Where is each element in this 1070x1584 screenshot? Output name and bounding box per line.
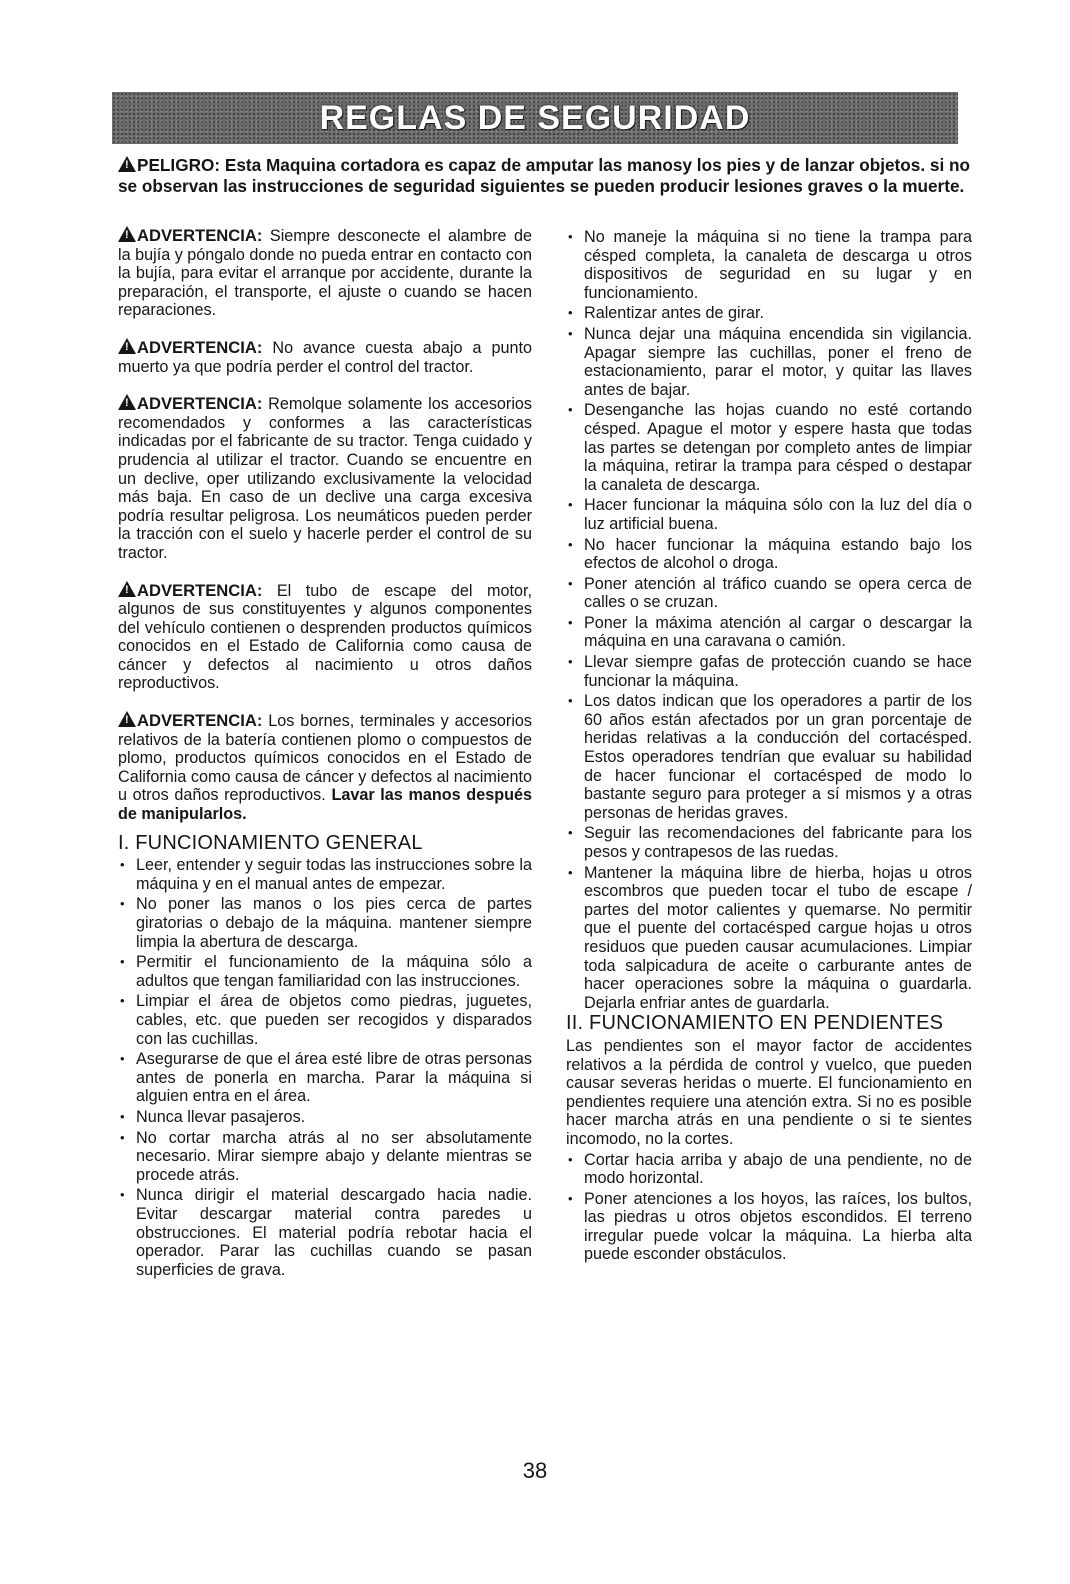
list-item: • Poner la máxima atención al cargar o descargar la máquina en una caravana o camión.	[566, 614, 972, 651]
warning-block	[118, 711, 532, 824]
danger-label: PELIGRO:	[137, 155, 221, 175]
warning-block	[118, 338, 532, 376]
left-column	[118, 226, 532, 1281]
warning-label: ADVERTENCIA:	[137, 711, 263, 731]
section-heading-general: I. FUNCIONAMIENTO GENERAL	[118, 831, 423, 854]
warning-bold-note: Lavar las manos después de manipularlos.	[118, 786, 532, 824]
list-item: • No maneje la máquina si no tiene la trampa para césped completa, la canaleta de descarga u otros dispositivos de seguridad en su lugar y en funcionamiento.	[566, 228, 972, 302]
warning-text: Siempre desconecte el alambre de la bujía y póngalo donde no pueda entrar en contacto con la bujía, para evitar el arranque por accidente, durante la preparación, el transporte, el ajuste o cuando se hacen reparaciones.	[118, 227, 533, 320]
list-item: • Poner atenciones a los hoyos, las raíces, los bultos, las piedras u otros objetos escondidos. El terreno irregular puede volcar la máquina. La hierba alta puede esconder obstáculos.	[566, 1190, 972, 1264]
general-rules-list-continued	[566, 228, 972, 1012]
warning-label: ADVERTENCIA:	[137, 226, 263, 245]
warning-label: ADVERTENCIA:	[137, 394, 263, 414]
list-item: • No hacer funcionar la máquina estando bajo los efectos de alcohol o droga.	[566, 536, 972, 573]
list-item: • No cortar marcha atrás al no ser absolutamente necesario. Mirar siempre abajo y delante mientras se procede atrás.	[118, 1129, 532, 1185]
list-item: • Leer, entender y seguir todas las instrucciones sobre la máquina y en el manual antes de empezar.	[118, 856, 532, 893]
list-item: • Los datos indican que los operadores a partir de los 60 años están afectados por un gran porcentaje de heridas relativas a la conducción del cortacésped. Estos operadores tendrían que evaluar su habilidad de hacer funcionar el cortacésped de modo lo bastante seguro para proteger a sí mismos y a otras personas de heridas graves.	[566, 692, 972, 822]
warning-triangle-icon	[118, 394, 136, 410]
list-item: • Cortar hacia arriba y abajo de una pendiente, no de modo horizontal.	[566, 1151, 972, 1188]
list-item: • Seguir las recomendaciones del fabricante para los pesos y contrapesos de las ruedas.	[566, 824, 972, 861]
right-column	[566, 228, 972, 1266]
warning-triangle-icon	[118, 581, 136, 597]
warning-label: ADVERTENCIA:	[137, 580, 263, 600]
list-item: • No poner las manos o los pies cerca de partes giratorias o debajo de la máquina. mantener siempre limpia la abertura de descarga.	[118, 895, 532, 951]
warning-block	[118, 394, 532, 562]
list-item: • Asegurarse de que el área esté libre de otras personas antes de ponerla en marcha. Parar la máquina si alguien entra en el área.	[118, 1050, 532, 1106]
danger-statement	[118, 155, 970, 197]
warning-triangle-icon	[118, 338, 136, 354]
warning-block	[118, 581, 532, 694]
list-item: • Nunca dirigir el material descargado hacia nadie. Evitar descargar material contra paredes u obstrucciones. El material podría rebotar hacia el operador. Parar las cuchillas cuando se pasan superficies de grava.	[118, 1186, 532, 1279]
title-banner	[112, 92, 958, 144]
danger-text: Esta Maquina cortadora es capaz de amputar las manosy los pies y de lanzar objetos. si no se observan las instrucciones de seguridad siguientes se pueden producir lesiones graves o la muerte.	[118, 155, 971, 196]
warning-triangle-icon	[118, 156, 136, 172]
warning-triangle-icon	[118, 711, 136, 727]
list-item: • Desenganche las hojas cuando no esté cortando césped. Apague el motor y espere hasta que todas las partes se detengan por completo antes de limpiar la máquina, retirar la trampa para césped o destapar la canaleta de descarga.	[566, 401, 972, 494]
list-item: • Permitir el funcionamiento de la máquina sólo a adultos que tengan familiaridad con las instrucciones.	[118, 953, 532, 990]
page-title: REGLAS DE SEGURIDAD	[319, 98, 751, 137]
warning-text: Remolque solamente los accesorios recomendados y conformes a las características indicadas por el fabricante de su tractor. Tenga cuidado y prudencia al utilizar el tractor. Cuando se encuentre en un declive, oper utilizando exclusivamente la velocidad más baja. En caso de un declive una carga excesiva podría resultar peligrosa. Los neumáticos pueden perder la tracción con el suelo y hacerle perder el control de su tractor.	[118, 395, 533, 562]
page-number: 38	[522, 1458, 548, 1483]
general-rules-list	[118, 856, 532, 1279]
list-item: • Nunca dejar una máquina encendida sin vigilancia. Apagar siempre las cuchillas, poner el freno de estacionamiento, parar el motor, y quitar las llaves antes de bajar.	[566, 325, 972, 399]
list-item: • Ralentizar antes de girar.	[566, 304, 972, 323]
warning-triangle-icon	[118, 226, 136, 242]
slopes-intro: Las pendientes son el mayor factor de accidentes relativos a la pérdida de control y vuelco, que pueden causar severas heridas o muerte. El funcionamiento en pendientes requiere una atención extra. Si no es posible hacer marcha atrás en una pendiente o si te sientes incomodo, no la cortes.	[566, 1036, 972, 1148]
warning-text: Los bornes, terminales y accesorios relativos de la batería contienen plomo o compuestos de plomo, productos químicos conocidos en el Estado de California como causa de cáncer y defectos al nacimiento u otros daños reproductivos.	[118, 712, 533, 805]
section-heading-slopes: II. FUNCIONAMIENTO EN PENDIENTES	[566, 1012, 944, 1035]
warning-text: El tubo de escape del motor, algunos de sus constituyentes y algunos componentes del vehículo contienen o desprenden productos químicos conocidos en el Estado de California como causa de cáncer y defectos al nacimiento u otros daños reproductivos.	[118, 581, 532, 693]
list-item: • Poner atención al tráfico cuando se opera cerca de calles o se cruzan.	[566, 575, 972, 612]
list-item: • Nunca llevar pasajeros.	[118, 1108, 532, 1127]
list-item: • Hacer funcionar la máquina sólo con la luz del día o luz artificial buena.	[566, 496, 972, 533]
list-item: • Limpiar el área de objetos como piedras, juguetes, cables, etc. que pueden ser recogidos y disparados con las cuchillas.	[118, 992, 532, 1048]
slopes-rules-list	[566, 1151, 972, 1265]
list-item: • Mantener la máquina libre de hierba, hojas u otros escombros que pueden tocar el tubo de escape / partes del motor calientes y quemarse. No permitir que el puente del cortacésped cargue hojas u otros residuos que pueden causar acumulaciones. Limpiar toda salpicadura de aceite o carburante antes de hacer operaciones sobre la máquina o guardarla. Dejarla enfriar antes de guardarla.	[566, 864, 972, 1013]
warning-text: No avance cuesta abajo a punto muerto ya que podría perder el control del tractor.	[118, 338, 532, 376]
list-item: • Llevar siempre gafas de protección cuando se hace funcionar la máquina.	[566, 653, 972, 690]
warning-block	[118, 226, 532, 320]
warning-label: ADVERTENCIA:	[137, 337, 263, 357]
